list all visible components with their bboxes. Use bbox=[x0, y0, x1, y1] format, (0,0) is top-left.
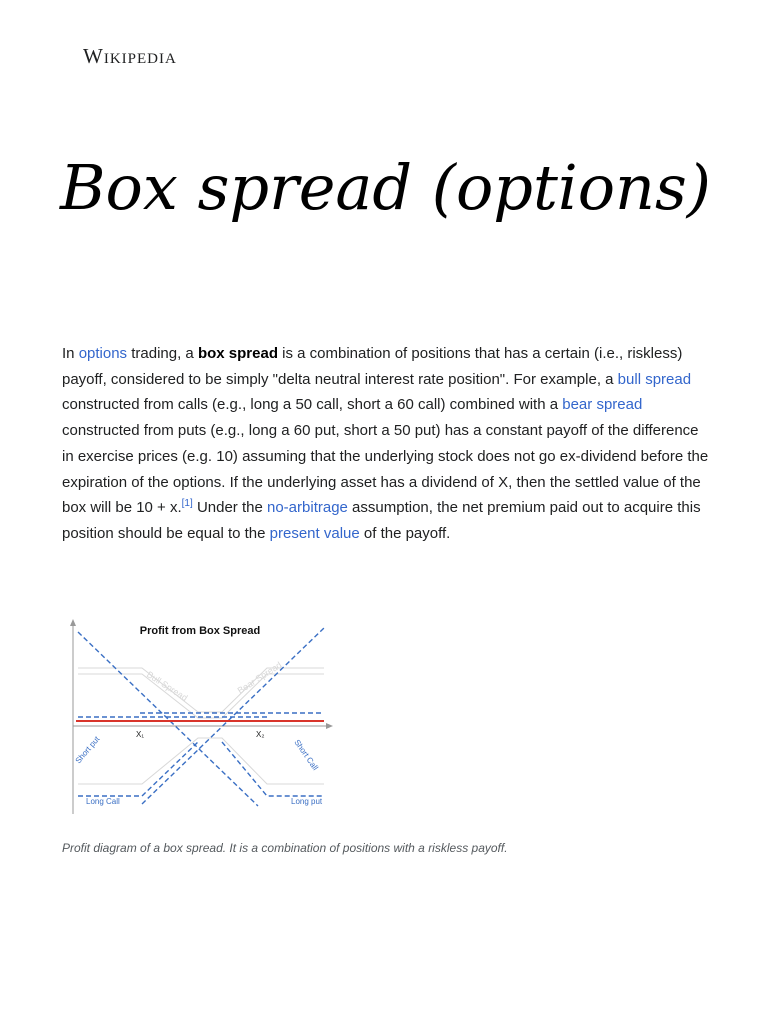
link-no-arbitrage[interactable]: no-arbitrage bbox=[267, 499, 348, 517]
link-bull-spread[interactable]: bull spread bbox=[617, 370, 692, 388]
y-axis-arrow bbox=[70, 619, 76, 626]
text-run: In bbox=[62, 345, 79, 362]
long-call-label: Long Call bbox=[86, 797, 120, 806]
link-bear-spread[interactable]: bear spread bbox=[562, 396, 643, 414]
text-run: Under the bbox=[192, 499, 267, 517]
long-put-label: Long put bbox=[291, 797, 323, 806]
strike-x2-label: X₂ bbox=[256, 730, 265, 739]
x-axis-arrow bbox=[326, 723, 333, 729]
faint-bear-spread-line bbox=[78, 674, 324, 718]
short-call-label: Short Call bbox=[292, 737, 320, 772]
box-spread-figure[interactable] bbox=[62, 614, 338, 820]
text-run: is a combination of positions that has a certain (i.e., riskless) payoff, considered to be simply "delta neutral interest rate position". For example, a bbox=[62, 345, 683, 388]
long-call-diagonal bbox=[142, 628, 324, 804]
figure-title: Profit from Box Spread bbox=[139, 625, 261, 637]
text-run: constructed from calls (e.g., long a 50 call, short a 60 call) combined with a bbox=[62, 396, 563, 414]
faint-lower-line bbox=[78, 738, 324, 784]
short-put-label: Short put bbox=[73, 734, 102, 766]
short-put-diagonal bbox=[78, 632, 258, 806]
option-legs bbox=[78, 628, 324, 806]
page-title: Box spread (options) bbox=[60, 151, 711, 224]
article-paragraph bbox=[62, 341, 710, 547]
long-call-floor bbox=[78, 742, 198, 796]
text-run: constructed from puts (e.g., long a 60 put, short a 50 put) has a constant payoff of the difference in exercise prices (e.g. 10) assuming that the underlying stock does not go ex-dividend before the expiration of the options. If the underlying asset has a dividend of X, then the settled value of the box will be 10 + x. bbox=[62, 422, 709, 517]
wikipedia-wordmark[interactable]: Wikipedia bbox=[83, 44, 177, 68]
strike-x1-label: X₁ bbox=[136, 730, 145, 739]
figure-caption: Profit diagram of a box spread. It is a combination of positions with a riskless payoff. bbox=[62, 841, 508, 855]
bull-spread-label: Bull Spread bbox=[144, 669, 190, 704]
link-options[interactable]: options bbox=[78, 345, 128, 362]
text-run: assumption, the net premium paid out to acquire this position should be equal to the bbox=[62, 499, 701, 542]
profit-diagram bbox=[62, 614, 338, 820]
faint-bull-spread-line bbox=[78, 668, 324, 712]
bear-spread-label: Bear Spread bbox=[235, 659, 284, 696]
citation-link[interactable]: [1] bbox=[181, 498, 193, 510]
text-run: of the payoff. bbox=[359, 524, 451, 542]
link-present-value[interactable]: present value bbox=[269, 524, 360, 542]
bold-term: box spread bbox=[197, 345, 278, 362]
text-run: trading, a bbox=[127, 345, 198, 362]
